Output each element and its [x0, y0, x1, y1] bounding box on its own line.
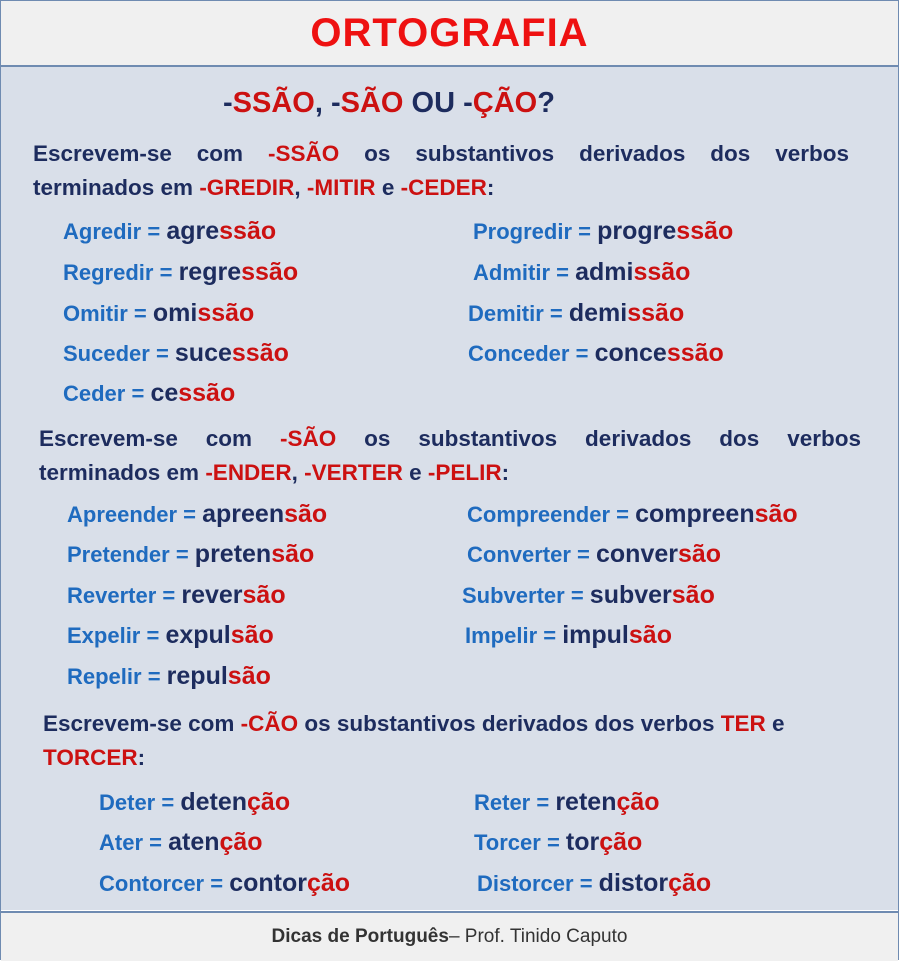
subtitle	[223, 87, 555, 120]
subtitle-suffix-ssao: SSÃO	[232, 87, 315, 119]
list-item: Conceder = concessão	[468, 339, 724, 367]
list-item: Reter = retenção	[474, 788, 660, 816]
list-item: Torcer = torção	[474, 828, 643, 856]
subtitle-text: -	[223, 87, 233, 119]
list-item: Compreender = compreensão	[467, 500, 798, 528]
list-item: Impelir = impulsão	[465, 621, 672, 649]
list-item: Progredir = progressão	[473, 217, 734, 245]
list-item: Demitir = demissão	[468, 299, 685, 327]
section1-rule-line2: terminados em -GREDIR, -MITIR e -CEDER:	[33, 175, 495, 200]
section2-rule-line1: Escrevem-se com -SÃO os substantivos derivados dos verbos	[39, 426, 861, 451]
section1-rule-line1: Escrevem-se com -SSÃO os substantivos derivados dos verbos	[33, 141, 850, 166]
list-item: Admitir = admissão	[473, 258, 691, 286]
list-item: Converter = conversão	[467, 540, 722, 568]
list-item: Suceder = sucessão	[63, 339, 289, 367]
title-bar	[1, 1, 898, 67]
page-title: ORTOGRAFIA	[310, 10, 589, 55]
subtitle-text: OU -	[403, 87, 473, 119]
subtitle-suffix-cao: ÇÃO	[472, 87, 538, 119]
section3-rule-line1: Escrevem-se com -CÃO os substantivos derivados dos verbos TER e	[43, 711, 785, 736]
list-item: Ater = atenção	[99, 828, 263, 856]
list-item: Ceder = cessão	[63, 379, 236, 407]
section2-rule-line2: terminados em -ENDER, -VERTER e -PELIR:	[39, 460, 510, 485]
subtitle-text: , -	[314, 87, 341, 119]
section3-rule-line2: TORCER:	[43, 745, 146, 770]
section1-rule	[33, 137, 849, 205]
list-item: Deter = detenção	[99, 788, 291, 816]
list-item: Regredir = regressão	[63, 258, 299, 286]
list-item: Subverter = subversão	[462, 581, 715, 609]
list-item: Omitir = omissão	[63, 299, 255, 327]
subtitle-suffix-sao: SÃO	[340, 87, 404, 119]
footer-author: – Prof. Tinido Caputo	[448, 926, 628, 947]
subtitle-text: ?	[537, 87, 555, 119]
list-item: Expelir = expulsão	[67, 621, 274, 649]
section3-rule	[43, 707, 859, 775]
list-item: Agredir = agressão	[63, 217, 277, 245]
list-item: Pretender = pretensão	[67, 540, 315, 568]
section2-rule	[39, 422, 861, 490]
list-item: Apreender = apreensão	[67, 500, 328, 528]
list-item: Reverter = reversão	[67, 581, 286, 609]
footer-brand: Dicas de Português	[271, 926, 449, 947]
footer-credit	[1, 911, 898, 961]
list-item: Contorcer = contorção	[99, 869, 351, 897]
list-item: Repelir = repulsão	[67, 662, 271, 690]
list-item: Distorcer = distorção	[477, 869, 712, 897]
